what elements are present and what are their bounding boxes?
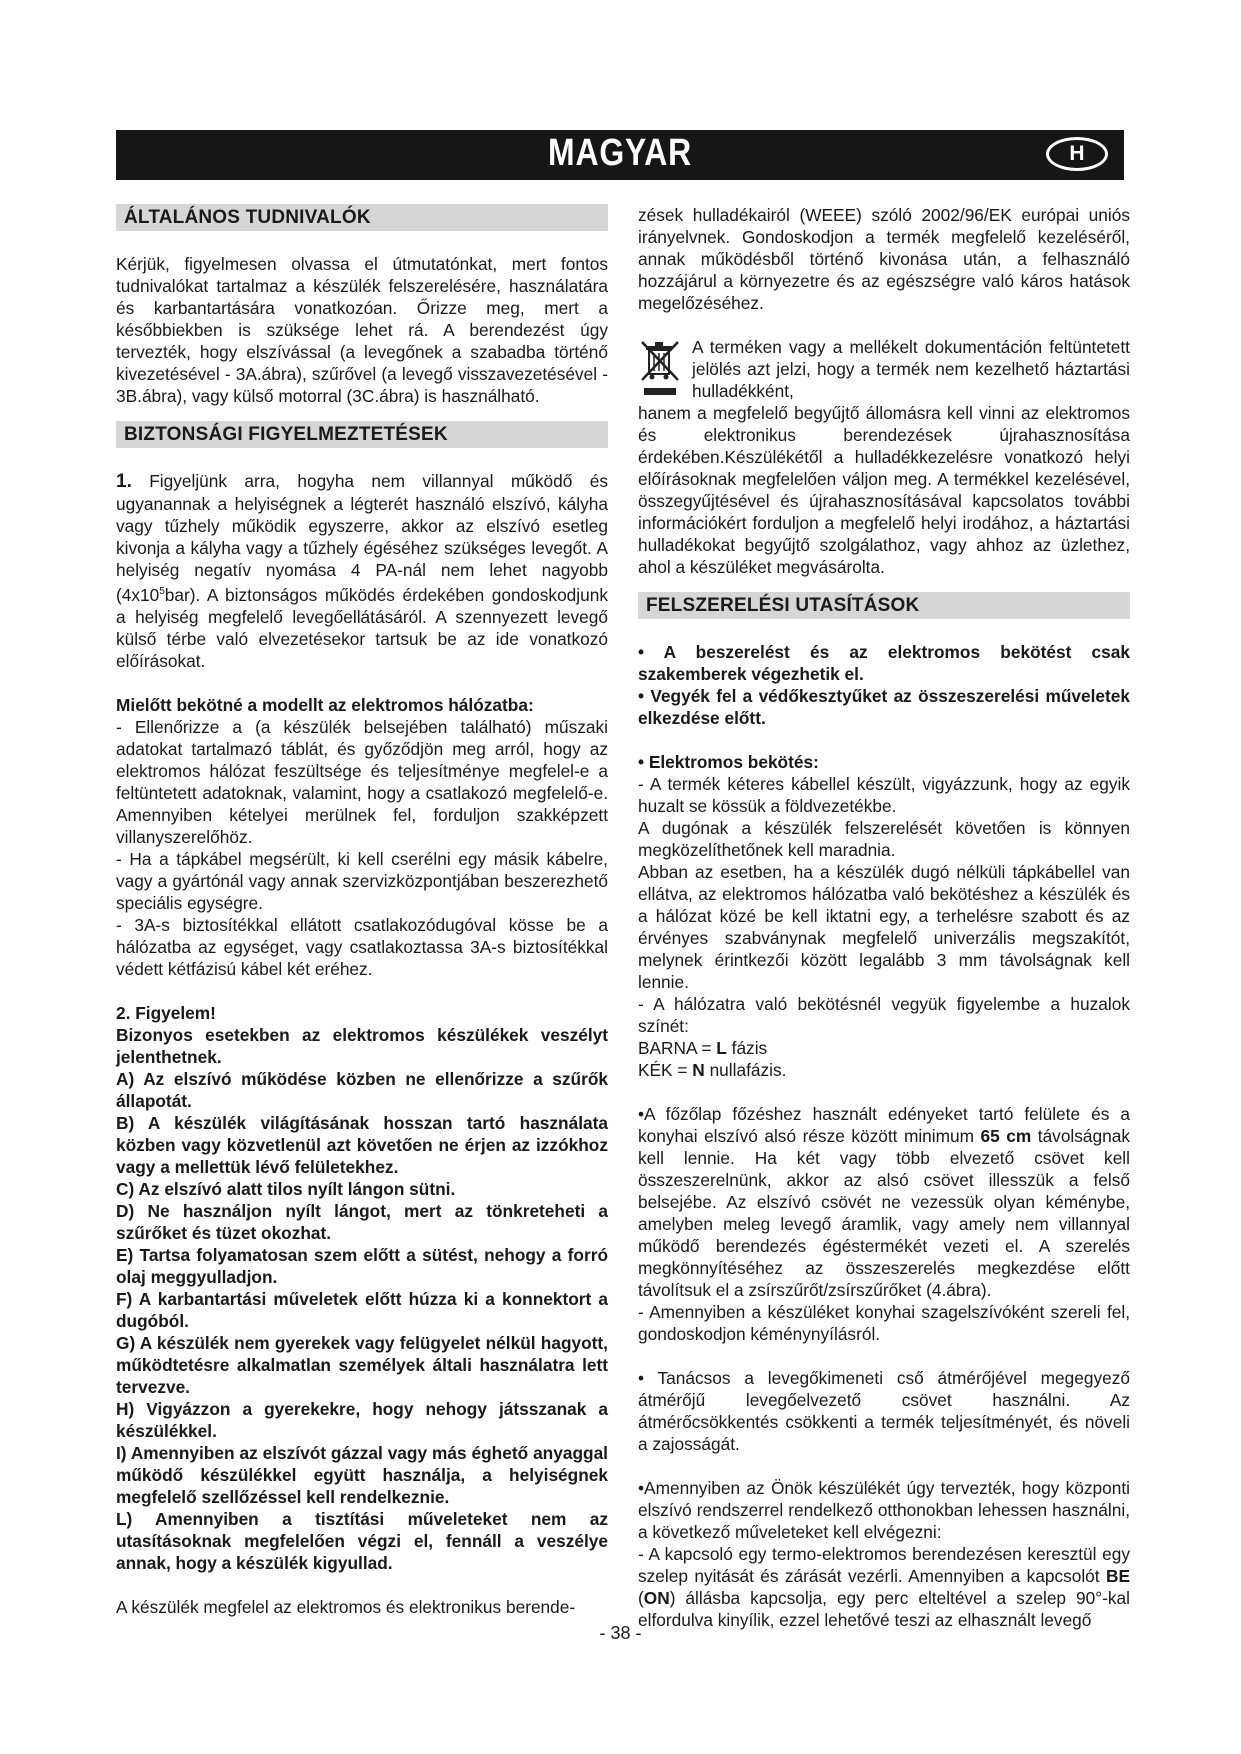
distance-text-c: távolságnak kell lennie. Ha két vagy több elvezető csövet kell összeszerelnünk, akkor az alsó csövet illesszük a felső belsejébe. Az elszívó csövét ne vezessük olyan kéménybe, amelyben meleg levegő áramlik, vagy amely nem villannyal működő berendezés égéstermékét vezeti el. A szerelés megkönnyítéséhez az összeszerelés megkezdése előtt távolítsuk el a zsírszűrőt/zsírszűrőket (4.ábra). [638,1126,1131,1300]
central-system-text: •Amennyiben az Önök készülékét úgy tervezték, hogy központi elszívó rendszerrel rendelkező otthonokban lehessen használni, a következő műveleteket kell elvégezni: [638,1478,1130,1542]
connect-heading: Mielőtt bekötné a modellt az elektromos hálózatba: [116,694,534,715]
point-1-text: Figyeljünk arra, hogyha nem villannyal működő és ugyanannak a helyiségnek a légterét használó elszívó, kályha vagy tűzhely működik egyszerre, akkor az elszívó esetleg kivonja a kályha vagy a tűzhely égéséhez szükséges levegőt. A helyiség negatív nyomása 4 PA-nál nem lehet nagyobb (4x10 [116,471,608,605]
language-badge: H [1046,137,1108,171]
warning-intro: Bizonyos esetekben az elektromos készülékek veszélyt jelenthetnek. [116,1024,608,1067]
connect-item: - Ellenőrizze a (a készülék belsejében található) műszaki adatokat tartalmazó táblát, és győződjön meg arról, hogy az elektromos hálózat feszültsége és teljesítménye megfelel-e a feltüntetett adatoknak, valamint, hogy a csatlakozó megfelelő-e. Amennyiben kételyei merülnek fel, forduljon szakképzett villanyszerelőhöz. [116,716,608,847]
weee-symbol-block [638,336,1130,578]
warning-item: I) Amennyiben az elszívót gázzal vagy más éghető anyaggal működő készülékkel együtt használja, a helyiségnek megfelelő szellőzéssel kell rendelkeznie. [116,1442,608,1507]
wire-desc: nullafázis. [704,1060,787,1080]
right-column [638,204,1130,1631]
switch-text-c: ) állásba kapcsolja, egy perc elteltével a szelep 90°-kal elfordulva kinyílik, ezzel lehetővé teszi az elhasznált levegő [638,1588,1130,1630]
electrical-text: - A termék kéteres kábellel készült, vigyázzunk, hogy az egyik huzalt se kössük a földvezetékbe. [638,774,1130,816]
language-banner [116,130,1124,180]
install-bullet: • A beszerelést és az elektromos bekötést csak szakemberek végezhetik el. [638,642,1130,684]
wire-code: N [692,1060,705,1080]
install-heading: FELSZERELÉSI UTASÍTÁSOK [638,592,1130,619]
pipe-text: • Tanácsos a levegőkimeneti cső átmérőjével megegyező átmérőjű levegőelvezető csövet használni. Az átmérőcsökkentés csökkenti a termék teljesítményét, és növeli a zajosságát. [638,1368,1130,1454]
left-column [116,204,608,1618]
exponent: 5 [159,586,165,597]
wire-code: L [716,1038,727,1058]
warning-item: B) A készülék világításának hosszan tartó használata közben vagy közvetlenül azt követően ne érjen az izzókhoz vagy a mellettük lévő felületekhez. [116,1112,608,1177]
warning-item: A) Az elszívó működése közben ne ellenőrizze a szűrők állapotát. [116,1068,608,1111]
connect-item: - 3A-s biztosítékkal ellátott csatlakozódugóval kösse be a hálózatba az egységet, vagy csatlakoztassa 3A-s biztosítékkal védett kétfázisú kábel két eréhez. [116,914,608,979]
install-bullet: • Vegyék fel a védőkesztyűket az összeszerelési műveletek elkezdése előtt. [638,686,1130,728]
distance-value: 65 cm [980,1126,1032,1146]
switch-on: ON [643,1588,670,1608]
safety-point-1 [116,470,608,672]
switch-text-a: - A kapcsoló egy termo-elektromos berendezésen keresztül egy szelep nyitását és zárását vezérli. Amennyiben a kapcsolót [638,1544,1130,1586]
wire-brown [638,1037,1130,1059]
electrical-text: A dugónak a készülék felszerelését követően is könnyen megközelíthetőnek kell maradnia. [638,818,1130,860]
wire-label: KÉK = [638,1060,693,1080]
warning-item: C) Az elszívó alatt tilos nyílt lángon sütni. [116,1178,456,1199]
electrical-text: Abban az esetben, ha a készülék dugó nélküli tápkábellel van ellátva, az elektromos hálózatba való bekötéshez a készülék és a hálózat közé be kell iktatni egy, a terhelésre szabott és az érvényes szabványnak megfelelő univerzális megszakítót, melynek érintkezői között legalább 3 mm távolságnak kell lennie. [638,862,1130,992]
general-heading: ÁLTALÁNOS TUDNIVALÓK [116,204,608,231]
electrical-text: - A hálózatra való bekötésnél vegyük figyelembe a huzalok színét: [638,994,1130,1036]
warning-item: F) A karbantartási műveletek előtt húzza ki a konnektort a dugóból. [116,1288,608,1331]
page-number: - 38 - [599,1623,642,1643]
warning-item: L) Amennyiben a tisztítási műveleteket nem az utasításoknak megfelelően végzi el, fennáll a veszélye annak, hogy a készülék kigyullad. [116,1508,608,1573]
warning-item: H) Vigyázzon a gyerekekre, hogy nehogy játsszanak a készülékkel. [116,1398,608,1441]
warning-item: E) Tartsa folyamatosan szem előtt a sütést, nehogy a forró olaj meggyulladjon. [116,1244,608,1287]
point-number: 1. [116,471,132,492]
general-text: Kérjük, figyelmesen olvassa el útmutatónkat, mert fontos tudnivalókat tartalmaz a készülék felszerelésére, használatára és karbantartására vonatkozóan. Őrizze meg, mert a későbbiekben is szüksége lehet rá. A berendezést úgy tervezték, hogy elszívással (a levegőnek a szabadba történő kivezetésével - 3A.ábra), szűrővel (a levegő visszavezetésével - 3B.ábra), vagy külső motorral (3C.ábra) is használható. [116,254,608,406]
weee-text-start: A készülék megfelel az elektromos és elektronikus berende- [116,1596,576,1617]
wire-label: BARNA = [638,1038,717,1058]
distance-text-a: •A főzőlap főzéshez használt edényeket tartó felülete és a konyhai elszívó alsó része között minimum [638,1104,1130,1146]
warning-title: 2. Figyelem! [116,1002,216,1023]
switch-be: BE [1105,1566,1130,1586]
safety-heading: BIZTONSÁGI FIGYELMEZTETÉSEK [116,421,608,448]
weee-symbol-text-cont: hanem a megfelelő begyűjtő állomásra kell vinni az elektromos és elektronikus berendezések újrahasznosítása érdekében.Készülékétől a hulladékkezelésre vonatkozó helyi előírásoknak megfelelően váljon meg. A termékkel kezelésével, összegyűjtésével és újrahasznosításával kapcsolatos további információkért forduljon a megfelelő helyi irodához, a háztartási hulladékokat begyűjtő szolgálathoz, vagy ahhoz az üzlethez, ahol a készüléket megvásárolta. [638,403,1130,577]
distance-text [638,1103,1130,1301]
warning-item: G) A készülék nem gyerekek vagy felügyelet nélkül hagyott, működtetésre alkalmatlan személyek általi használatra lett tervezve. [116,1332,608,1397]
warning-item: D) Ne használjon nyílt lángot, mert az tönkreteheti a szűrőket és tüzet okozhat. [116,1200,608,1243]
point-1-text-cont: bar). A biztonságos működés érdekében gondoskodjunk a helyiség megfelelő levegőellátásáról. A szennyezett levegő külső térbe való elvezetésekor tartsuk be az ide vonatkozó előírásokat. [116,584,608,671]
central-system-switch [638,1543,1130,1631]
page-title: MAGYAR [548,132,692,174]
weee-text-cont: zések hulladékairól (WEEE) szóló 2002/96/EK európai uniós irányelvnek. Gondoskodjon a termék megfelelő kezeléséről, annak működésből történő kivonása után, a felhasználó hozzájárul a környezetre és az egészségre való káros hatások megelőzéséhez. [638,205,1130,313]
weee-symbol-text: A terméken vagy a mellékelt dokumentáción feltüntetett jelölés azt jelzi, hogy a termék nem kezelhető háztartási hulladékként, [692,337,1130,401]
crossed-bin-icon [638,338,682,398]
wire-desc: fázis [726,1038,768,1058]
electrical-heading: • Elektromos bekötés: [638,752,819,772]
connect-item: - Ha a tápkábel megsérült, ki kell cserélni egy másik kábelre, vagy a gyártónál vagy annak szervizközpontjában beszerezhető speciális egységre. [116,848,608,913]
chimney-text: - Amennyiben a készüléket konyhai szagelszívóként szereli fel, gondoskodjon kéménynyílásról. [638,1302,1130,1344]
wire-blue [638,1059,1130,1081]
paren-open: ( [638,1588,644,1608]
